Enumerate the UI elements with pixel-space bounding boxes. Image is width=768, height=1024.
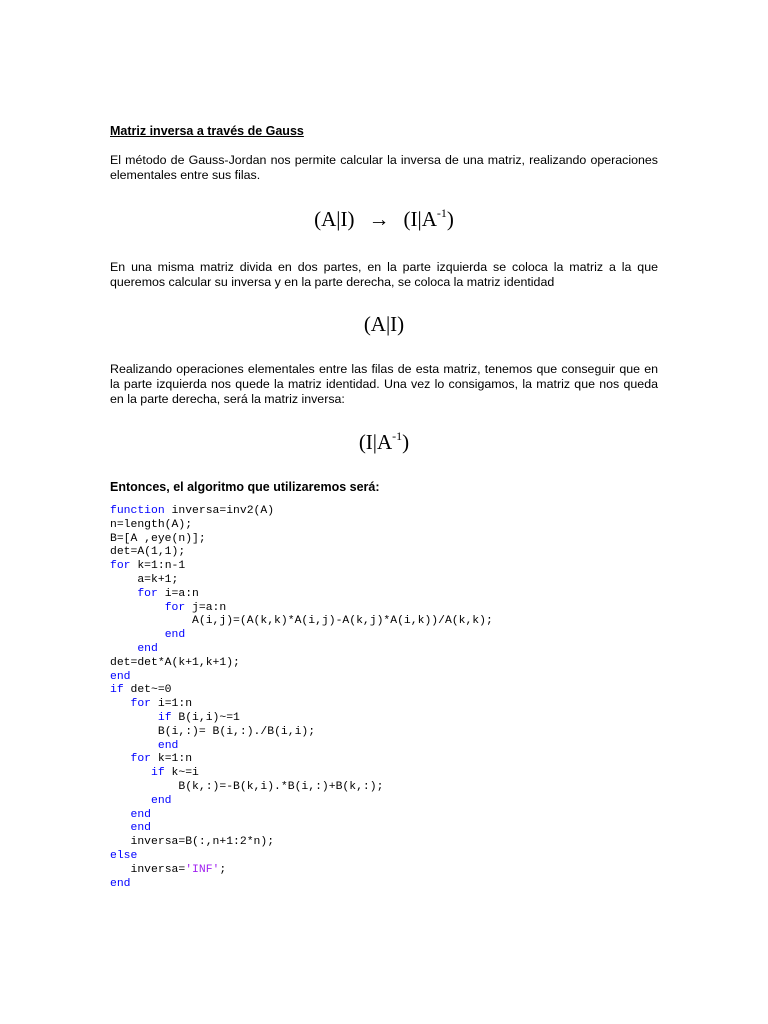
code-keyword: for xyxy=(164,601,186,614)
code-line xyxy=(110,574,493,588)
code-line xyxy=(110,698,493,712)
code-keyword: for xyxy=(130,698,152,711)
code-keyword: end xyxy=(137,642,158,655)
code-line xyxy=(110,822,493,836)
code-keyword: function xyxy=(110,505,165,517)
code-line xyxy=(110,850,493,864)
code-line xyxy=(110,767,493,781)
formula-3-exponent: -1 xyxy=(392,429,403,443)
algorithm-heading: Entonces, el algoritmo que utilizaremos será: xyxy=(110,480,380,494)
section-title: Matriz inversa a través de Gauss xyxy=(110,124,304,138)
code-line xyxy=(110,533,493,547)
code-text: inversa=inv2(A) xyxy=(164,505,275,517)
code-listing xyxy=(110,505,493,891)
code-text: k~=i xyxy=(164,767,199,780)
code-text: i=a:n xyxy=(157,587,199,600)
formula-augmented xyxy=(0,312,768,337)
formula-augmented-to-inverse xyxy=(0,206,768,232)
formula-1-right-base: (I|A xyxy=(403,207,437,231)
code-text: B=[A ,eye(n)]; xyxy=(110,532,206,545)
code-line xyxy=(110,726,493,740)
code-string: 'INF' xyxy=(185,863,220,876)
code-text: inversa= xyxy=(130,863,186,876)
code-line xyxy=(110,684,493,698)
formula-1-close: ) xyxy=(446,207,454,231)
code-line xyxy=(110,671,493,685)
code-line xyxy=(110,878,493,892)
paragraph-2: En una misma matriz divida en dos partes, en la parte izquierda se coloca la matriz a la que queremos calcular su inversa y en la parte derecha, se coloca la matriz identidad xyxy=(110,260,658,289)
code-text: B(i,:)= B(i,:)./B(i,i); xyxy=(157,725,316,738)
code-line xyxy=(110,864,493,878)
code-keyword: end xyxy=(110,670,131,683)
code-line xyxy=(110,546,493,560)
code-text: inversa=B(:,n+1:2*n); xyxy=(130,836,275,849)
code-keyword: if xyxy=(157,711,172,724)
code-keyword: for xyxy=(137,587,158,600)
code-keyword: if xyxy=(151,767,165,780)
arrow-icon: → xyxy=(368,207,390,231)
code-text: i=1:n xyxy=(151,698,193,711)
code-keyword: end xyxy=(151,794,172,807)
code-line xyxy=(110,753,493,767)
code-line xyxy=(110,712,493,726)
code-text: det=det*A(k+1,k+1); xyxy=(110,656,240,669)
code-keyword: if xyxy=(110,684,124,697)
code-line xyxy=(110,602,493,616)
formula-2-text: (A|I) xyxy=(363,312,405,336)
code-text: ; xyxy=(219,863,227,876)
code-text: j=a:n xyxy=(185,601,227,614)
code-line xyxy=(110,615,493,629)
code-keyword: for xyxy=(110,560,131,573)
formula-inverse xyxy=(0,429,768,455)
formula-3-close: ) xyxy=(402,430,410,454)
code-line xyxy=(110,629,493,643)
code-line xyxy=(110,657,493,671)
code-text: det=A(1,1); xyxy=(110,546,186,559)
intro-paragraph: El método de Gauss-Jordan nos permite calcular la inversa de una matriz, realizando operaciones elementales entre sus filas. xyxy=(110,153,658,182)
code-text: B(k,:)=-B(k,i).*B(i,:)+B(k,:); xyxy=(178,780,384,793)
code-text: a=k+1; xyxy=(137,573,179,586)
code-line xyxy=(110,505,493,519)
code-keyword: end xyxy=(130,808,152,821)
code-text: B(i,i)~=1 xyxy=(171,711,240,724)
code-text: k=1:n xyxy=(151,753,193,766)
code-keyword: for xyxy=(130,753,152,766)
code-text: k=1:n-1 xyxy=(130,560,186,573)
code-text: A(i,j)=(A(k,k)*A(i,j)-A(k,j)*A(i,k))/A(k,k); xyxy=(192,615,493,628)
code-keyword: else xyxy=(110,849,138,862)
paragraph-3: Realizando operaciones elementales entre las filas de esta matriz, tenemos que conseguir que en la parte izquierda nos quede la matriz identidad. Una vez lo consigamos, la matriz que nos queda en la parte derecha, será la matriz inversa: xyxy=(110,362,658,406)
code-text: det~=0 xyxy=(123,684,172,697)
formula-1-left: (A|I) xyxy=(314,207,355,231)
formula-1-exponent: -1 xyxy=(436,206,447,220)
code-line xyxy=(110,519,493,533)
code-line xyxy=(110,643,493,657)
code-line xyxy=(110,588,493,602)
code-line xyxy=(110,740,493,754)
code-line xyxy=(110,836,493,850)
code-keyword: end xyxy=(110,877,131,890)
code-line xyxy=(110,795,493,809)
code-keyword: end xyxy=(164,629,186,642)
code-line xyxy=(110,560,493,574)
formula-1-right xyxy=(404,207,454,231)
code-line xyxy=(110,781,493,795)
code-line xyxy=(110,809,493,823)
code-text: n=length(A); xyxy=(110,518,193,531)
code-keyword: end xyxy=(130,822,152,835)
code-keyword: end xyxy=(157,739,179,752)
formula-3-base: (I|A xyxy=(358,430,393,454)
